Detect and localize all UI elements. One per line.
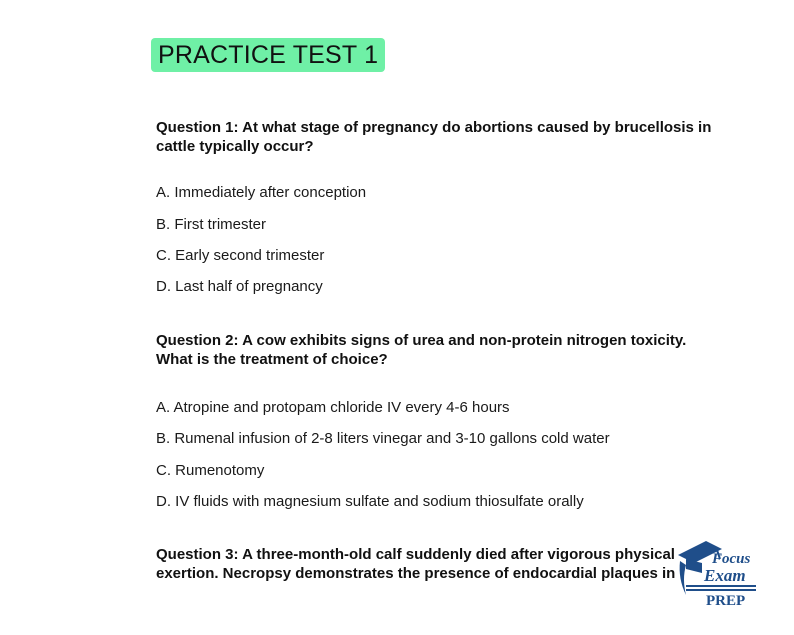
focus-exam-prep-logo [676,535,760,615]
question-1-option-a: A. Immediately after conception [156,184,367,201]
logo-exam-text: Exam [704,566,746,585]
question-2-option-a: A. Atropine and protopam chloride IV every 4-6 hours [156,399,510,416]
page-title: PRACTICE TEST 1 [151,38,385,72]
question-1-option-d: D. Last half of pregnancy [156,278,323,295]
question-3-text: Question 3: A three-month-old calf suddenly died after vigorous physical exertion. Necropsy demonstrates the presence of endocardial plaques in [156,546,676,582]
question-2-option-d: D. IV fluids with magnesium sulfate and sodium thiosulfate orally [156,493,584,510]
question-2-option-b: B. Rumenal infusion of 2-8 liters vinegar and 3-10 gallons cold water [156,430,610,447]
logo-underline [686,585,756,593]
logo-prep-text: PREP [706,593,746,609]
logo-focus-text: Focus [712,551,751,567]
question-2-option-c: C. Rumenotomy [156,462,265,479]
question-2-text: Question 2: A cow exhibits signs of urea and non-protein nitrogen toxicity. What is the treatment of choice? [156,332,687,368]
question-1-option-c: C. Early second trimester [156,247,325,264]
question-1-option-b: B. First trimester [156,216,267,233]
question-1-text: Question 1: At what stage of pregnancy do abortions caused by brucellosis in cattle typically occur? [156,119,712,155]
